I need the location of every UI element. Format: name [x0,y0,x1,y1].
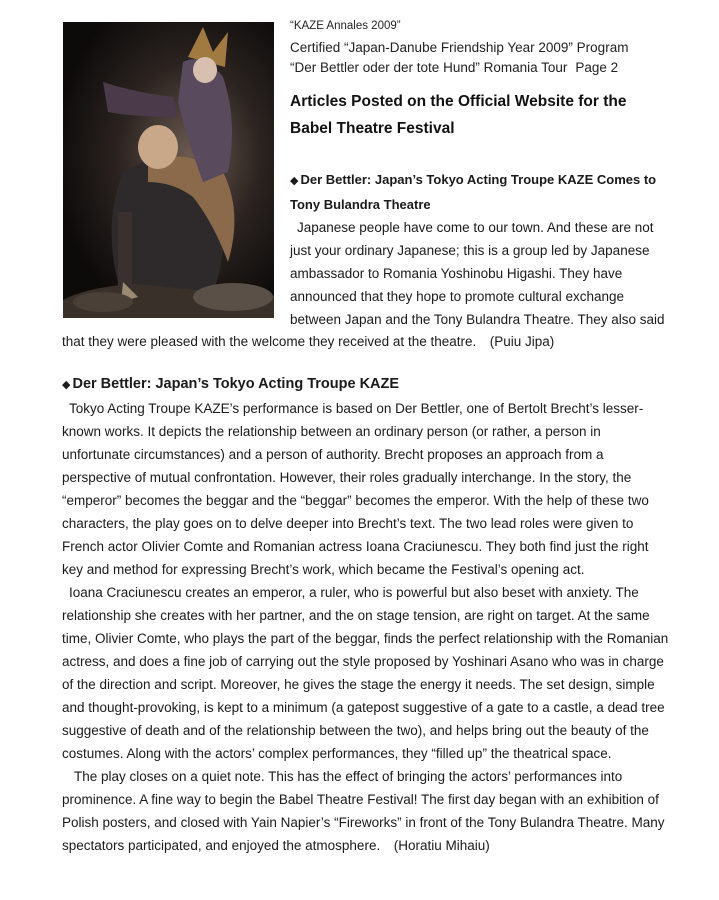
article-1-body: Japanese people have come to our town. And these are not just your ordinary Japanese; this is a group led by Japanese ambassador to Romania Yoshinobu Higashi. They have announced that they hope to promote cultural exchange between Japan and the Tony Bulandra Theatre. They also said [290,220,665,327]
stage-photo-illustration [63,22,274,318]
page-title-line-1: Articles Posted on the Official Website for the [290,93,627,110]
article-1-heading [290,168,670,216]
annales-label: “KAZE Annales 2009” [290,20,401,32]
tour-title: “Der Bettler oder der tote Hund” Romania Tour [290,60,568,75]
article-1-body-continued: that they were pleased with the welcome they received at the theatre. (Puiu Jipa) [62,334,555,349]
article-2-paragraph-2: Ioana Craciunescu creates an emperor, a ruler, who is powerful but also beset with anxiety. The relationship she creates with her partner, and the on stage tension, are right on target. At the same time, Olivier Comte, who plays the part of the beggar, finds the perfect relationship with the Romanian actress, and does a fine job of carrying out the style proposed by Yoshinari Asano who was in charge of the direction and script. Moreover, he gives the stage the energy it needs. The set design, simple and thought-provoking, is kept to a minimum (a gatepost suggestive of a gate to a castle, a dead tree suggestive of death and of the relationship between the two), and helps bring out the beauty of the costumes. Along with the actors’ complex performances, they “filled up” the theatrical space. [62,585,669,761]
stage-photo [63,22,274,318]
article-1-heading-line-2: Tony Bulandra Theatre [290,197,431,212]
diamond-bullet-icon: ◆ [290,175,299,187]
diamond-bullet-icon: ◆ [62,379,71,391]
program-line: Certified “Japan-Danube Friendship Year 2009” Program [290,40,629,55]
document-header [290,18,690,78]
page-title-line-2: Babel Theatre Festival [290,120,455,137]
page-title [290,88,700,142]
article-2-paragraph-1: Tokyo Acting Troupe KAZE’s performance is based on Der Bettler, one of Bertolt Brecht’s lesser-known works. It depicts the relationship between an ordinary person (or rather, a person in unfortunate circumstances) and a person of authority. Brecht proposes an approach from a perspective of mutual confrontation. However, their roles gradually interchange. In the story, the “emperor” becomes the beggar and the “beggar” becomes the emperor. With the help of these two characters, the play goes on to delve deeper into Brecht’s text. The two lead roles were given to French actor Olivier Comte and Romanian actress Ioana Craciunescu. They both find just the right key and method for expressing Brecht’s work, which became the Festival’s opening act. [62,401,649,577]
page-number: Page 2 [575,60,619,75]
article-2-heading [62,372,672,397]
article-1-heading-line-1: Der Bettler: Japan’s Tokyo Acting Troupe KAZE Comes to [300,172,657,187]
article-2-heading-text: Der Bettler: Japan’s Tokyo Acting Troupe KAZE [72,376,400,392]
article-1 [290,168,670,331]
article-2 [62,372,672,857]
article-2-paragraph-3: The play closes on a quiet note. This has the effect of bringing the actors’ performances into prominence. A fine way to begin the Babel Theatre Festival! The first day began with an exhibition of Polish posters, and closed with Yain Napier’s “Fireworks” in front of the Tony Bulandra Theatre. Many spectators participated, and enjoyed the atmosphere. (Horatiu Mihaiu) [62,769,665,853]
tour-line [290,58,690,78]
